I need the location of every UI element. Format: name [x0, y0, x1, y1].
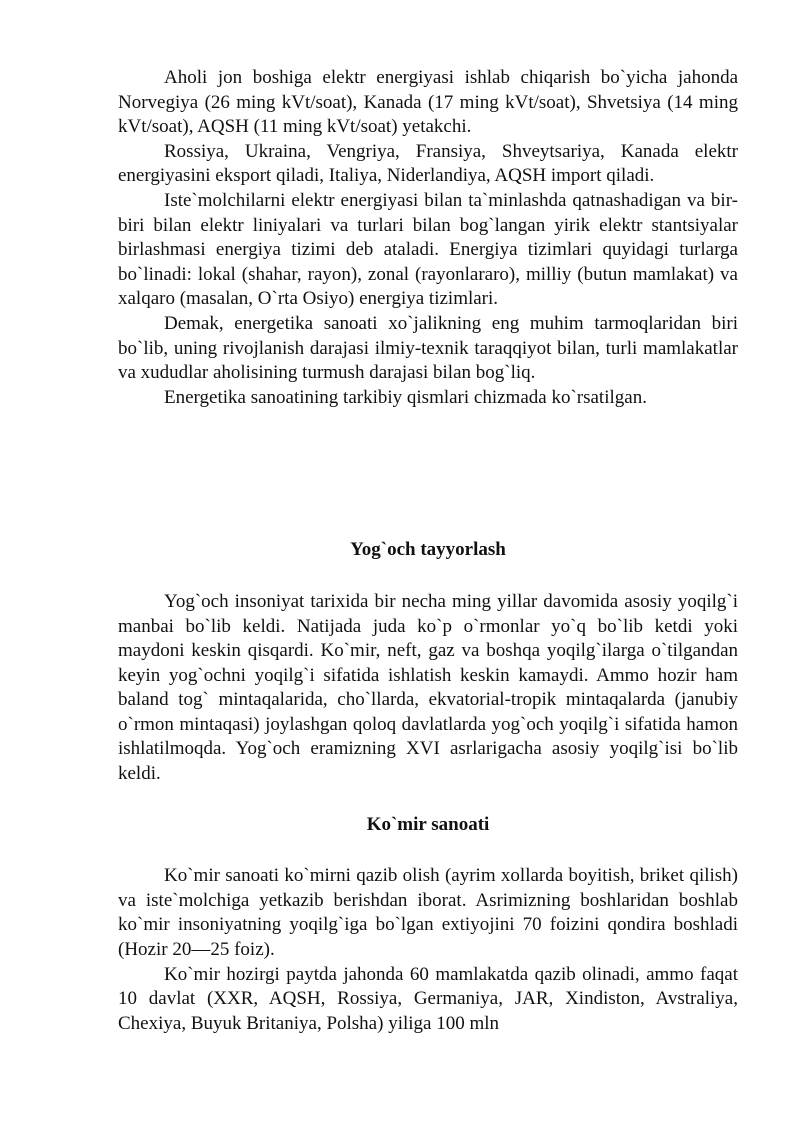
coal-paragraph-2: Ko`mir hozirgi paytda jahonda 60 mamlakatda qazib olinadi, ammo faqat 10 davlat (XXR, AQSH, Rossiya, Germaniya, JAR, Xindiston, Avstraliya, Chexiya, Buyuk Britaniya, Polsha) yiliga 100 mln: [118, 963, 738, 1034]
heading-gap: [118, 837, 738, 864]
document-page: [118, 66, 738, 1036]
coal-paragraph-1: Ko`mir sanoati ko`mirni qazib olish (ayrim xollarda boyitish, briket qilish) va iste`molchiga yetkazib berishdan iborat. Asrimizning boshlaridan boshlab ko`mir insoniyatning yoqilg`iga bo`lgan extiyojini 70 foizini qondira boshladi (Hozir 20—25 foiz).: [118, 865, 738, 961]
intro-paragraph-3: Iste`molchilarni elektr energiyasi bilan ta`minlashda qatnashadigan va bir-biri bilan elektr liniyalari va turlari bilan bog`langan yirik elektr stantsiyalar birlashmasi energiya tizimi deb ataladi. Energiya tizimlari quyidagi turlarga bo`linadi: lokal (shahar, rayon), zonal (rayonlararo), milliy (butun mamlakat) va xalqaro (masalan, O`rta Osiyo) energiya tizimlari.: [118, 189, 738, 310]
intro-paragraph-5: Energetika sanoatining tarkibiy qismlari chizmada ko`rsatilgan.: [164, 386, 647, 408]
wood-paragraph: Yog`och insoniyat tarixida bir necha ming yillar davomida asosiy yoqilg`i manbai bo`lib keldi. Natijada juda ko`p o`rmonlar yo`q bo`lib ketdi yoki maydoni keskin qisqardi. Ko`mir, neft, gaz va boshqa yoqilg`ilarga o`tilgandan keyin yog`ochni yoqilg`i sifatida ishlatish keskin kamaydi. Ammo hozir ham baland tog` mintaqalarida, cho`llarda, ekvatorial-tropik mintaqalarda (janubiy o`rmon mintaqasi) joylashgan qoloq davlatlarda yog`och yoqilg`i sifatida hamon ishlatilmoqda. Yog`och eramizning XVI asrlarigacha asosiy yoqilg`isi bo`lib keldi.: [118, 590, 738, 785]
intro-paragraph-4: Demak, energetika sanoati xo`jalikning eng muhim tarmoqlaridan biri bo`lib, uning rivojlanish darajasi ilmiy-texnik taraqqiyot bilan, turli mamlakatlar va xududlar aholisining turmush darajasi bilan bog`liq.: [118, 312, 738, 384]
section-heading-coal: Ko`mir sanoati: [366, 813, 490, 835]
intro-paragraph-2: Rossiya, Ukraina, Vengriya, Fransiya, Shveytsariya, Kanada elektr energiyasini eksport qiladi, Italiya, Niderlandiya, AQSH import qiladi.: [118, 140, 738, 187]
diagram-gap: [118, 410, 738, 538]
intro-paragraph-1: Aholi jon boshiga elektr energiyasi ishlab chiqarish bo`yicha jahonda Norvegiya (26 ming kVt/soat), Kanada (17 ming kVt/soat), Shvetsiya (14 ming kVt/soat), AQSH (11 ming kVt/soat) yetakchi.: [118, 67, 738, 138]
section-heading-wood: Yog`och tayyorlash: [350, 539, 506, 561]
heading-gap: [118, 563, 738, 590]
section-gap: [118, 787, 738, 813]
